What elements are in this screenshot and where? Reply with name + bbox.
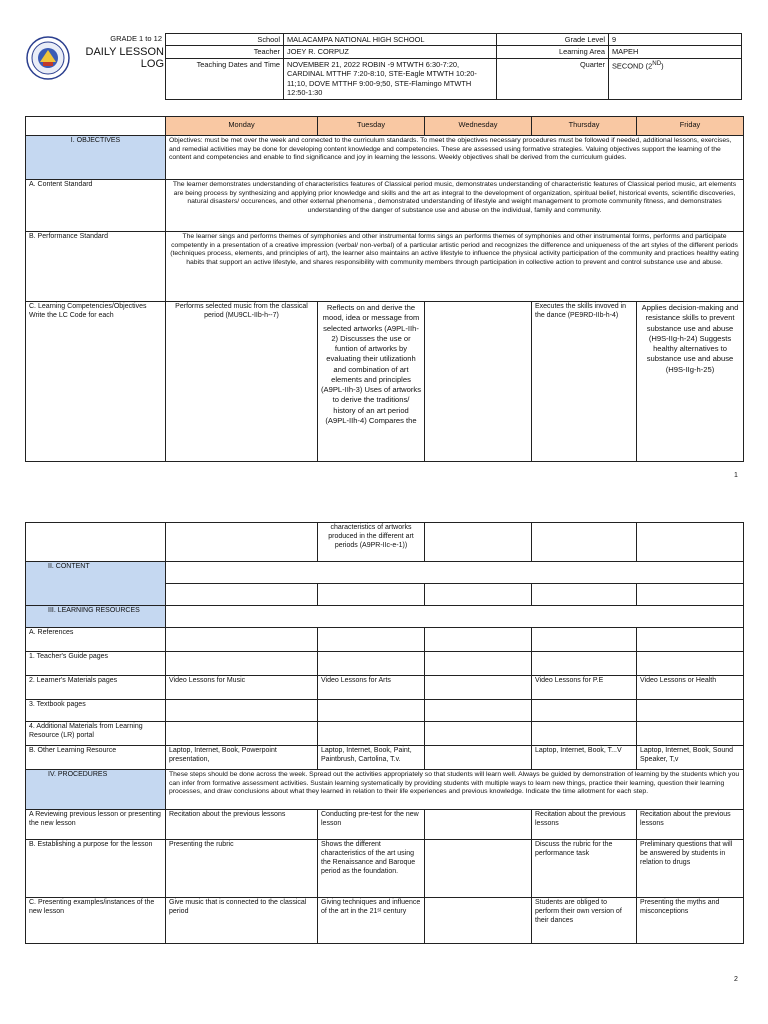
learning-resources-span bbox=[166, 606, 744, 628]
content-tuesday bbox=[318, 584, 425, 606]
lc-monday: Performs selected music from the classical period (MU9CL-IIb-h--7) bbox=[166, 302, 318, 462]
day-header-friday: Friday bbox=[637, 117, 744, 136]
olr-monday: Laptop, Internet, Book, Powerpoint presentation, bbox=[166, 746, 318, 770]
tb-thursday bbox=[532, 700, 637, 722]
tg-monday bbox=[166, 652, 318, 676]
page-number-2: 2 bbox=[734, 976, 738, 983]
content-standard-text: The learner demonstrates understanding of characteristics features of Classical period music, demonstrates understanding of characteristic features of Classical period music, art elements are being process by synthesizing and applying prior knowledge and skills and the art as integral to the development of organization, spiritual belief, historical events, scientific discoveries, natural disasters/ occurences, and other external phenomena , demonstrated understanding of lifestyle and weight management to promote community fitness, and demonstrates understanding of the danger of substance use and abuse on the individual, family and community. bbox=[166, 180, 744, 232]
cont-blank-thursday bbox=[532, 523, 637, 562]
tg-friday bbox=[637, 652, 744, 676]
quarter-label: Quarter bbox=[497, 58, 609, 99]
school-label: School bbox=[166, 34, 284, 46]
cont-blank-friday bbox=[637, 523, 744, 562]
learning-competencies-label: C. Learning Competencies/Objectives bbox=[29, 303, 147, 310]
am-wednesday bbox=[425, 722, 532, 746]
quarter-text: SECOND bbox=[612, 61, 644, 71]
lc-thursday: Executes the skills invoved in the dance (PE9RD-IIb-h-4) bbox=[532, 302, 637, 462]
other-resources-label: B. Other Learning Resource bbox=[26, 746, 166, 770]
olr-friday: Laptop, Internet, Book, Sound Speaker, T,v bbox=[637, 746, 744, 770]
b-monday: Presenting the rubric bbox=[166, 840, 318, 898]
am-tuesday bbox=[318, 722, 425, 746]
content-row-span bbox=[166, 562, 744, 584]
teaching-dates-label: Teaching Dates and Time bbox=[166, 58, 284, 99]
learning-competencies-cell bbox=[26, 302, 166, 462]
tg-thursday bbox=[532, 652, 637, 676]
day-header-thursday: Thursday bbox=[532, 117, 637, 136]
a-friday: Recitation about the previous lessons bbox=[637, 810, 744, 840]
lm-monday: Video Lessons for Music bbox=[166, 676, 318, 700]
page-number-1: 1 bbox=[734, 472, 738, 479]
references-label: A. References bbox=[26, 628, 166, 652]
teacher-label: Teacher bbox=[166, 46, 284, 58]
additional-materials-label: 4. Additional Materials from Learning Resource (LR) portal bbox=[26, 722, 166, 746]
establishing-purpose-label: B. Establishing a purpose for the lesson bbox=[26, 840, 166, 898]
lm-wednesday bbox=[425, 676, 532, 700]
c-thursday: Students are obliged to perform their own version of their dances bbox=[532, 898, 637, 944]
teachers-guide-label: 1. Teacher's Guide pages bbox=[26, 652, 166, 676]
reviewing-lesson-label: A Reviewing previous lesson or presenting the new lesson bbox=[26, 810, 166, 840]
procedures-label: IV. PROCEDURES bbox=[26, 770, 166, 810]
daily-lesson-log-title: DAILY LESSON LOG bbox=[85, 46, 164, 70]
quarter-superscript: ND bbox=[652, 59, 662, 67]
content-procedures-table bbox=[25, 522, 744, 944]
tg-wednesday bbox=[425, 652, 532, 676]
b-tuesday: Shows the different characteristics of the art using the Renaissance and Baroque period as the foundation. bbox=[318, 840, 425, 898]
day-header-wednesday: Wednesday bbox=[425, 117, 532, 136]
references-thursday bbox=[532, 628, 637, 652]
tb-tuesday bbox=[318, 700, 425, 722]
grade-range: GRADE 1 to 12 bbox=[110, 34, 162, 43]
references-tuesday bbox=[318, 628, 425, 652]
header-info-table bbox=[165, 33, 742, 100]
lc-tuesday: Reflects on and derive the mood, idea or message from selected artworks (A9PL-IIh-2) Discusses the use or funtion of artworks by evaluating their utilizationh and combination of art elements and principles (A9PL-IIh-3) Uses of artworks to derive the traditions/ history of an art period (A9PL-IIh-4) Compares the bbox=[318, 302, 425, 462]
procedures-text: These steps should be done across the week. Spread out the activities appropriately so that students will learn well. Always be guided by demonstration of learning by the students which you can infer from formative assessment activities. Sustain learning systematically by providing students with multiple ways to learn new things, practice their learning, question their learning processes, and draw conclusions about what they learned in relation to their life experiences and previous knowledge. Indicate the time allotment for each step. bbox=[166, 770, 744, 810]
content-label: II. CONTENT bbox=[26, 562, 166, 606]
lc-friday: Applies decision-making and resistance skills to prevent substance use and abuse (H9S-IIg-h-24) Suggests healthy alternatives to substance use and abuse (H9S-IIg-h-25) bbox=[637, 302, 744, 462]
corner-blank bbox=[26, 117, 166, 136]
grade-level-label: Grade Level bbox=[497, 34, 609, 46]
deped-seal-logo bbox=[26, 36, 70, 80]
a-thursday: Recitation about the previous lessons bbox=[532, 810, 637, 840]
b-thursday: Discuss the rubric for the performance task bbox=[532, 840, 637, 898]
objectives-text: Objectives: must be met over the week and connected to the curriculum standards. To meet the objectives necessary procedures must be followed if needed, additional lessons, exercises, and remedial activities may be done for developing content knowledge and competencies. These are assessed using formative strategies. Valuing objectives support the learning of the content and competencies and enable to find significance and joy in learning the lessons. Weekly objectives shall be derived from the curriculum guides. bbox=[166, 136, 744, 180]
grade-level-value: 9 bbox=[609, 34, 742, 46]
am-monday bbox=[166, 722, 318, 746]
olr-wednesday bbox=[425, 746, 532, 770]
cont-blank-label bbox=[26, 523, 166, 562]
lm-thursday: Video Lessons for P.E bbox=[532, 676, 637, 700]
day-header-tuesday: Tuesday bbox=[318, 117, 425, 136]
b-friday: Preliminary questions that will be answered by students in relation to drugs bbox=[637, 840, 744, 898]
c-tuesday: Giving techniques and influence of the art in the 21ˢᵗ century bbox=[318, 898, 425, 944]
references-monday bbox=[166, 628, 318, 652]
a-wednesday bbox=[425, 810, 532, 840]
tb-monday bbox=[166, 700, 318, 722]
presenting-examples-label: C. Presenting examples/instances of the new lesson bbox=[26, 898, 166, 944]
a-monday: Recitation about the previous lessons bbox=[166, 810, 318, 840]
teacher-value: JOEY R. CORPUZ bbox=[284, 46, 497, 58]
content-monday bbox=[166, 584, 318, 606]
learning-area-label: Learning Area bbox=[497, 46, 609, 58]
c-wednesday bbox=[425, 898, 532, 944]
a-tuesday: Conducting pre-test for the new lesson bbox=[318, 810, 425, 840]
performance-standard-text: The learner sings and performs themes of symphonies and other instrumental forms sings an performs themes of symphonies and other instrumental forms, performs and participate competently in a presentation of a creative impression (verbal/ non-verbal) of a particular artistic period and recognizes the difference and uniqueness of the art styles of the different periods (techniques process, elements, and principles of art), the learner also maintains an active lifestyle to influence the physical activity participation of the community and practices healthy eating habits that support an active lifestyle, and shares responsibility with community members through participation in collective action to prevent and control substance use and abuse. bbox=[166, 232, 744, 302]
lm-tuesday: Video Lessons for Arts bbox=[318, 676, 425, 700]
tb-friday bbox=[637, 700, 744, 722]
am-thursday bbox=[532, 722, 637, 746]
textbook-pages-label: 3. Textbook pages bbox=[26, 700, 166, 722]
learning-competencies-sublabel: Write the LC Code for each bbox=[29, 311, 114, 319]
school-value: MALACAMPA NATIONAL HIGH SCHOOL bbox=[284, 34, 497, 46]
day-header-monday: Monday bbox=[166, 117, 318, 136]
b-wednesday bbox=[425, 840, 532, 898]
lc-tuesday-continued: characteristics of artworks produced in the different art periods (A9PR-IIc-e-1)) bbox=[318, 523, 425, 562]
learners-materials-label: 2. Learner's Materials pages bbox=[26, 676, 166, 700]
performance-standard-label: B. Performance Standard bbox=[26, 232, 166, 302]
olr-tuesday: Laptop, Internet, Book, Paint, Paintbrush, Cartolina, T.v. bbox=[318, 746, 425, 770]
content-wednesday bbox=[425, 584, 532, 606]
objectives-label: I. OBJECTIVES bbox=[26, 136, 166, 180]
c-monday: Give music that is connected to the classical period bbox=[166, 898, 318, 944]
am-friday bbox=[637, 722, 744, 746]
tg-tuesday bbox=[318, 652, 425, 676]
content-friday bbox=[637, 584, 744, 606]
quarter-value: SECOND (2ND) bbox=[609, 58, 742, 99]
learning-area-value: MAPEH bbox=[609, 46, 742, 58]
c-friday: Presenting the myths and misconceptions bbox=[637, 898, 744, 944]
tb-wednesday bbox=[425, 700, 532, 722]
cont-blank-monday bbox=[166, 523, 318, 562]
lc-wednesday bbox=[425, 302, 532, 462]
lm-friday: Video Lessons or Health bbox=[637, 676, 744, 700]
content-thursday bbox=[532, 584, 637, 606]
learning-resources-label: III. LEARNING RESOURCES bbox=[26, 606, 166, 628]
teaching-dates-value: NOVEMBER 21, 2022 ROBIN -9 MTWTH 6:30-7:20, CARDINAL MTTHF 7:20-8:10, STE-Eagle MTWTH 10:20-11;10, DOVE MTTHF 9:00-9;50, STE-Flamingo MTWTH 12:50-1:30 bbox=[284, 58, 497, 99]
cont-blank-wednesday bbox=[425, 523, 532, 562]
references-friday bbox=[637, 628, 744, 652]
objectives-table bbox=[25, 116, 744, 462]
olr-thursday: Laptop, Internet, Book, T...V bbox=[532, 746, 637, 770]
references-wednesday bbox=[425, 628, 532, 652]
content-standard-label: A. Content Standard bbox=[26, 180, 166, 232]
